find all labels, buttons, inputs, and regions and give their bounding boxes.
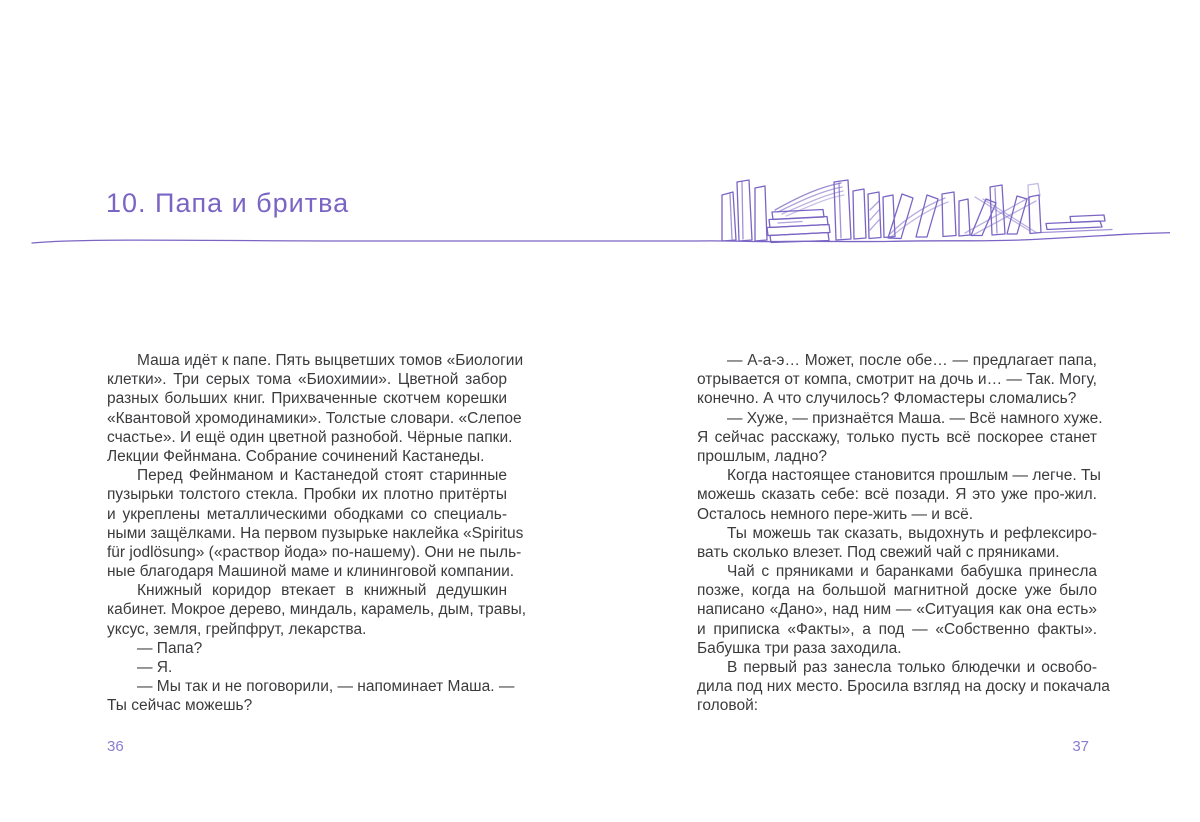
- paragraph: [107, 658, 507, 677]
- text-line: — Я.: [137, 659, 173, 676]
- text-line: пузырьки толстого стекла. Пробки их плотно притёрты: [107, 486, 507, 504]
- text-line: вать сколько влезет. Под свежий чай с пряниками.: [697, 543, 1060, 561]
- text-line: конечно. А что случилось? Фломастеры сломались?: [697, 390, 1077, 408]
- right-page-text: [697, 351, 1110, 716]
- book-spine: [755, 186, 767, 241]
- text-line: ные благодаря Машиной маме и клининговой компании.: [107, 563, 515, 581]
- book-spine: [1029, 195, 1041, 234]
- text-line: Когда настоящее становится прошлым — легче. Ты: [727, 467, 1101, 485]
- left-page-text: [107, 351, 527, 716]
- pages-fan: [892, 202, 948, 236]
- chapter-title: 10. Папа и бритва: [106, 188, 350, 218]
- text-line: отрывается от компа, смотрит на дочь и… — Так. Могу,: [697, 371, 1097, 389]
- book-flat: [1070, 215, 1105, 223]
- text-line: уксус, земля, грейпфрут, лекарства.: [107, 620, 367, 638]
- book-page-edge: [742, 182, 743, 239]
- paragraph: [107, 639, 507, 658]
- text-line: Перед Фейнманом и Кастанедой стоят старинные: [137, 467, 507, 485]
- book-spine: [722, 192, 736, 241]
- text-line: — А-а-э… Может, после обе… — предлагает папа,: [727, 352, 1097, 369]
- paragraph: [697, 351, 1097, 409]
- text-line: Лекции Фейнмана. Собрание сочинений Кастанеды.: [107, 447, 485, 465]
- text-line: Ты можешь так сказать, выдохнуть и рефлексиро-: [727, 524, 1097, 542]
- paragraph: [697, 524, 1097, 562]
- text-line: кабинет. Мокрое дерево, миндаль, карамель, дым, травы,: [107, 601, 527, 619]
- text-line: написано «Дано», над ним — «Ситуация как она есть»: [697, 601, 1097, 619]
- text-line: für jodlösung» («раствор йода» по-нашему). Они не пыль-: [107, 543, 522, 561]
- stack-baseline: [1042, 230, 1112, 233]
- text-line: и приписка «Факты», а под — «Собственно факты».: [697, 620, 1097, 638]
- paragraph: [107, 466, 524, 581]
- page-number-right: 37: [1072, 738, 1089, 755]
- book-spine: [834, 180, 851, 240]
- paragraph: [107, 351, 524, 466]
- text-line: Ты сейчас можешь?: [107, 697, 253, 715]
- text-line: разных больших книг. Прихваченные скотчем корешки: [107, 390, 507, 408]
- paragraph: [697, 409, 1103, 467]
- book-spine: [737, 180, 752, 241]
- spine-hatch: [870, 201, 879, 230]
- paragraph: [697, 466, 1101, 524]
- text-line: — Хуже, — признаётся Маша. — Всё намного хуже.: [727, 409, 1103, 427]
- text-line: — Мы так и не поговорили, — напоминает Маша. —: [137, 678, 515, 696]
- text-line: Я сейчас расскажу, только пусть всё поскорее станет: [697, 428, 1097, 446]
- pages-fan: [778, 187, 842, 212]
- text-line: Бабушка три раза заходила.: [697, 639, 902, 657]
- book-page-edge: [730, 194, 732, 239]
- bookshelf-illustration: [30, 166, 1170, 248]
- text-line: Книжный коридор втекает в книжный дедушкин: [137, 582, 507, 600]
- text-line: головой:: [697, 697, 759, 715]
- text-line: — Папа?: [137, 639, 203, 657]
- page-number-left: 36: [107, 738, 124, 755]
- text-line: позже, когда на большой магнитной доске уже было: [697, 582, 1097, 600]
- text-line: ными защёлками. На первом пузырьке наклейка «Spiritus: [107, 524, 524, 542]
- text-line: прошлым, ладно?: [697, 447, 828, 465]
- text-line: Чай с пряниками и баранками бабушка принесла: [727, 563, 1097, 581]
- text-line: клетки». Три серых тома «Биохимии». Цветной забор: [107, 371, 507, 389]
- text-line: Маша идёт к папе. Пять выцветших томов «Биологии: [137, 352, 524, 369]
- paragraph: [107, 581, 527, 639]
- text-line: «Квантовой хромодинамики». Толстые словари. «Слепое: [107, 409, 522, 427]
- paragraph: [697, 658, 1110, 716]
- spine-scribble: [778, 222, 802, 224]
- paragraph: [697, 562, 1097, 658]
- paragraph: [107, 677, 515, 715]
- pages-fan: [775, 183, 841, 210]
- text-line: счастье». И ещё один цветной разнобой. Чёрные папки.: [107, 428, 513, 446]
- book-spine: [990, 185, 1005, 235]
- text-line: можешь сказать себе: всё позади. Я это уже про-жил.: [697, 486, 1097, 504]
- text-line: дила под них место. Бросила взгляд на доску и покачала: [697, 678, 1110, 696]
- text-line: и укреплены металлическими ободками со специаль-: [107, 505, 507, 523]
- text-line: Осталось немного пере-жить — и всё.: [697, 505, 974, 523]
- book-spine: [853, 189, 866, 239]
- text-line: В первый раз занесла только блюдечки и освобо-: [727, 659, 1097, 676]
